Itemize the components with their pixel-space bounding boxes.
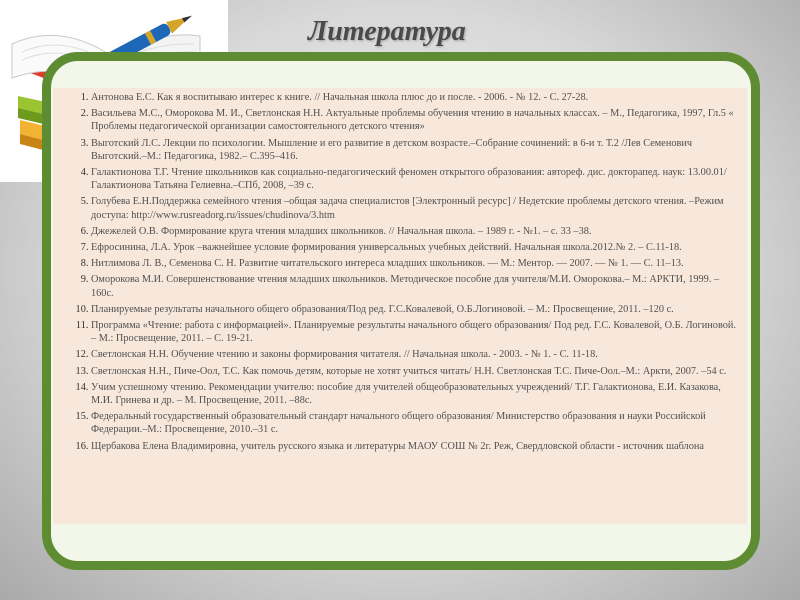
reference-item: 3. Выготский Л.С. Лекции по психологии. Мышление и его развитие в детском возрасте.–Собрание сочинений: в 6-и т. Т.2 /Лев Семенович Выготский.–М.: Педагогика, 1982.– С.395–416. <box>91 137 741 163</box>
reference-item: 2. Васильева М.С., Оморокова М. И., Светлонская Н.Н. Актуальные проблемы обучения чтению в начальных классах. – М., Педагогика, 1997, Гл.5 « Проблемы педагогической организации самостоятельного детского чтения» <box>91 107 741 133</box>
reference-item: 6. Джежелей О.В. Формирование круга чтения младших школьников. // Начальная школа. – 1989 г. - №1. – с. 33 –38. <box>91 225 741 238</box>
reference-item: 7. Ефросинина, Л.А. Урок –важнейшее условие формирования универсальных учебных действий. Начальная школа.2012.№ 2. – С.11-18. <box>91 241 741 254</box>
reference-item: 10. Планируемые результаты начального общего образования/Под ред. Г.С.Ковалевой, О.Б.Логиновой. – М.: Просвещение, 2011. –120 с. <box>91 303 741 316</box>
reference-item: 14. Учим успешному чтению. Рекомендации учителю: пособие для учителей общеобразовательных учреждений/ Т.Г. Галактионова, Е.И. Казакова, М.И. Гринева и др. – М. Просвещение, 2011. –88с. <box>91 381 741 407</box>
reference-item: 16. Щербакова Елена Владимировна, учитель русского языка и литературы МАОУ СОШ № 2г. Реж, Свердловской области - источник шаблона <box>91 440 741 453</box>
references-list <box>59 91 741 453</box>
reference-item: 1. Антонова Е.С. Как я воспитываю интерес к книге. // Начальная школа плюс до и после. - 2006. - № 12. - С. 27-28. <box>91 91 741 104</box>
reference-item: 12. Светлонская Н.Н. Обучение чтению и законы формирования читателя. // Начальная школа. - 2003. - № 1. - С. 11-18. <box>91 348 741 361</box>
reference-item: 11. Программа «Чтение: работа с информацией». Планируемые результаты начального общего образования/ Под ред. Г.С. Ковалевой, О.Б. Логиновой. – М.: Просвещение, 2011. – С. 19-21. <box>91 319 741 345</box>
page-title: Литература <box>308 16 466 47</box>
reference-item: 8. Нитлимова Л. В., Семенова С. Н. Развитие читательского интереса младших школьников. — М.: Ментор. — 2007. — № 1. — С. 11–13. <box>91 257 741 270</box>
reference-item: 9. Оморокова М.И. Совершенствование чтения младших школьников. Методическое пособие для учителя/М.И. Оморокова.– М.: АРКТИ, 1999. – 160с. <box>91 273 741 299</box>
references-panel <box>53 88 747 524</box>
reference-item: 15. Федеральный государственный образовательный стандарт начального общего образования/ Министерство образования и науки Российской Федерации.–М.: Просвещение, 2010.–31 с. <box>91 410 741 436</box>
reference-item: 4. Галактионова Т.Г. Чтение школьников как социально-педагогический феномен открытого образования: автореф. дис. докторапед. наук: 13.00.01/ Галактионова Татьяна Гелиевна.–СПб, 2008, –39 с. <box>91 166 741 192</box>
reference-item: 5. Голубева Е.Н.Поддержка семейного чтения –общая задача специалистов [Электронный ресурс] / Недетские проблемы детского чтения. –Режим доступа: http://www.rusreadorg.ru/issues/chudinova/3.htm <box>91 195 741 221</box>
reference-item: 13. Светлонская Н.Н., Пиче-Оол, Т.С. Как помочь детям, которые не хотят учиться читать/ Н.Н. Светлонская Т.С. Пиче-Оол.–М.: Аркти, 2007. –54 с. <box>91 365 741 378</box>
